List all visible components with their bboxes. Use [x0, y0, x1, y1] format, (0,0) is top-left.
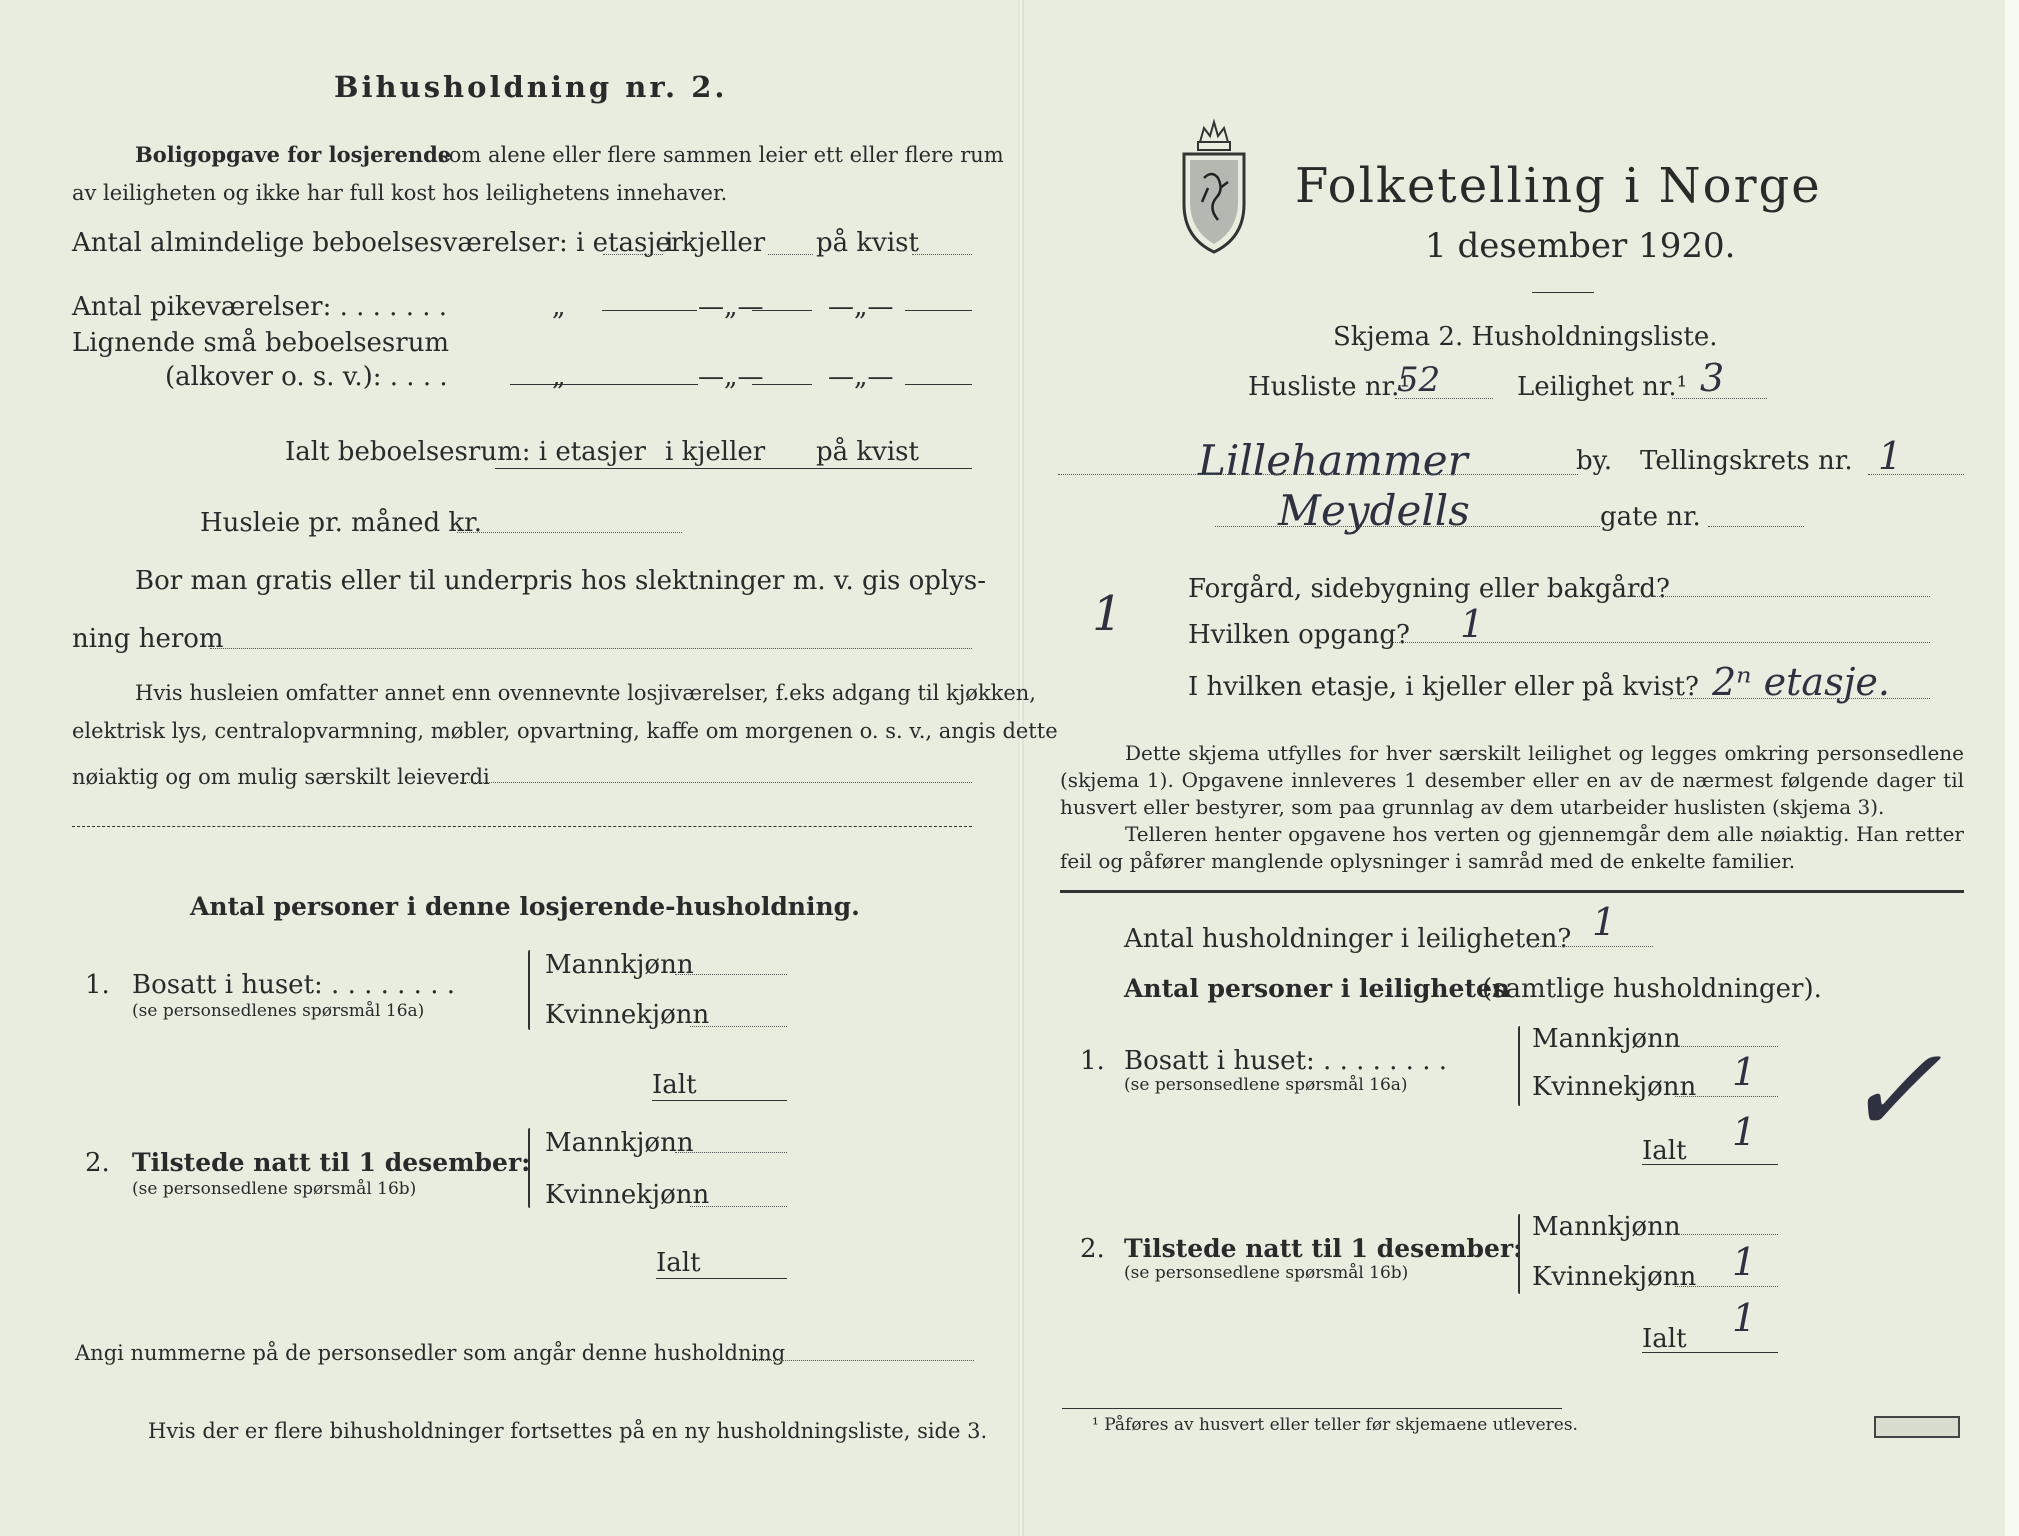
left-q2-male-field[interactable]: [675, 1152, 787, 1153]
small-kjeller-field[interactable]: [752, 384, 812, 385]
total-rooms-label: Ialt beboelsesrum: i etasjer: [285, 437, 646, 467]
intro-rest-2: av leiligheten og ikke har full kost hos leilighetens innehaver.: [72, 181, 728, 205]
town-field: [1058, 474, 1578, 475]
right-q2-female-field: [1675, 1286, 1778, 1287]
left-q2-total-field[interactable]: [656, 1278, 787, 1279]
instructions-1: Dette skjema utfylles for hver særskilt leilighet og legges omkring personsedlene (skjema 1). Opgavene innleveres 1 desember eller en av de nærmest følgende dager til husvert eller bestyrer, som paa grunnlag av dem utarbeider huslisten (skjema 3).: [1060, 741, 1964, 819]
krets-label: Tellingskrets nr.: [1640, 446, 1853, 476]
right-q2-total-field: [1642, 1352, 1778, 1353]
rooms-label: Antal almindelige beboelsesværelser: i etasjer: [72, 228, 684, 258]
schema-label: Skjema 2. Husholdningsliste.: [1333, 322, 1718, 352]
right-q2-num: 2.: [1080, 1234, 1105, 1264]
margin-mark: 1: [1092, 586, 1123, 642]
right-persons-heading-rest: (samtlige husholdninger).: [1482, 974, 1822, 1004]
instructions-rule: [1060, 890, 1964, 893]
etasje-label: I hvilken etasje, i kjeller eller på kvist?: [1188, 672, 1699, 702]
left-q2-sub: (se personsedlene spørsmål 16b): [132, 1179, 417, 1199]
left-q2-male: Mannkjønn: [545, 1128, 694, 1158]
rent-note-line-2[interactable]: [72, 826, 972, 827]
right-q2-total: Ialt: [1642, 1324, 1687, 1354]
right-q1-female-field: [1675, 1096, 1778, 1097]
rooms-etasjer-field[interactable]: [603, 254, 663, 255]
rent-note-3: nøiaktig og om mulig særskilt leieverdi: [72, 765, 490, 789]
left-persons-heading: Antal personer i denne losjerende-husholdning.: [190, 892, 860, 921]
krets-field: [1868, 474, 1964, 475]
left-q1-sub: (se personsedlenes spørsmål 16a): [132, 1001, 425, 1021]
right-q1-total: Ialt: [1642, 1136, 1687, 1166]
right-title: Folketelling i Norge: [1295, 158, 1822, 214]
opgang-field: [1382, 642, 1930, 643]
small-ditto-2: —„—: [698, 362, 764, 392]
husliste-label: Husliste nr.¹: [1248, 372, 1410, 402]
left-q1-label: Bosatt i huset: . . . . . . . .: [132, 970, 456, 1000]
total-kvist: på kvist: [816, 437, 919, 467]
left-q1-num: 1.: [85, 970, 110, 1000]
leilighet-value[interactable]: 3: [1700, 356, 1725, 400]
rooms-kjeller-field[interactable]: [768, 254, 813, 255]
households-label: Antal husholdninger i leiligheten?: [1124, 924, 1572, 954]
right-q1-sub: (se personsedlene spørsmål 16a): [1124, 1075, 1408, 1095]
gratis-field[interactable]: [210, 648, 972, 649]
town-value[interactable]: Lillehammer: [1198, 436, 1468, 485]
opgang-label: Hvilken opgang?: [1188, 620, 1410, 650]
rooms-kjeller: i kjeller: [665, 228, 766, 258]
right-q1-male-field[interactable]: [1660, 1046, 1778, 1047]
numbers-field[interactable]: [752, 1360, 974, 1361]
left-q2-label: Tilstede natt til 1 desember:: [132, 1148, 531, 1177]
coat-of-arms-icon: [1178, 112, 1250, 258]
small-ditto-3: —„—: [828, 362, 894, 392]
left-q1-female: Kvinnekjønn: [545, 1000, 710, 1030]
krets-value[interactable]: 1: [1878, 434, 1903, 478]
right-persons-heading: Antal personer i leiligheten: [1124, 974, 1511, 1003]
right-q2-brace: [1518, 1214, 1520, 1294]
rooms-kvist: på kvist: [816, 228, 919, 258]
right-q2-male-field[interactable]: [1660, 1234, 1778, 1235]
left-q1-total-field[interactable]: [652, 1100, 787, 1101]
footnote: ¹ Påføres av husvert eller teller før skjemaene utleveres.: [1092, 1415, 1578, 1435]
title-rule: [1532, 292, 1594, 293]
printer-stamp: [1874, 1416, 1960, 1438]
left-q1-male-field[interactable]: [675, 974, 787, 975]
gratis-line-2: ning herom: [72, 624, 224, 654]
right-q1-female: Kvinnekjønn: [1532, 1072, 1697, 1102]
etasje-field: [1670, 698, 1930, 699]
small-ditto-1: „: [552, 362, 566, 392]
left-q2-total: Ialt: [656, 1248, 701, 1278]
right-q1-brace: [1518, 1026, 1520, 1106]
left-q1-total: Ialt: [652, 1070, 697, 1100]
rent-field[interactable]: [457, 532, 682, 533]
left-q2-female-field[interactable]: [690, 1206, 787, 1207]
leilighet-field: [1672, 398, 1767, 399]
pike-ditto-1: „: [552, 292, 566, 322]
left-q2-num: 2.: [85, 1148, 110, 1178]
footnote-rule: [1062, 1408, 1562, 1409]
street-value[interactable]: Meydells: [1278, 486, 1470, 535]
pike-kjeller-field[interactable]: [752, 310, 812, 311]
small-rooms-1: Lignende små beboelsesrum: [72, 328, 450, 358]
right-q2-female-value[interactable]: 1: [1732, 1240, 1757, 1284]
left-title: Bihusholdning nr. 2.: [334, 70, 728, 104]
instructions-2: Telleren henter opgavene hos verten og gjennemgår dem alle nøiaktig. Han retter feil og påfører manglende oplysninger i samråd med de enkelte familier.: [1060, 822, 1964, 873]
pike-ditto-2: —„—: [698, 292, 764, 322]
pike-kvist-field[interactable]: [905, 310, 972, 311]
street-field: [1215, 526, 1600, 527]
intro-rest-1: som alene eller flere sammen leier ett eller flere rum: [438, 143, 1004, 167]
check-mark: ✓: [1842, 1022, 1943, 1161]
households-value[interactable]: 1: [1592, 900, 1617, 944]
town-suffix: by.: [1576, 446, 1613, 476]
forgard-field[interactable]: [1614, 596, 1930, 597]
left-q2-female: Kvinnekjønn: [545, 1180, 710, 1210]
right-q2-female: Kvinnekjønn: [1532, 1262, 1697, 1292]
right-q1-num: 1.: [1080, 1046, 1105, 1076]
rent-note-2: elektrisk lys, centralopvarmning, møbler, opvartning, kaffe om morgenen o. s. v., angis dette: [72, 719, 1058, 743]
husliste-field: [1395, 398, 1493, 399]
gratis-line-1: Bor man gratis eller til underpris hos slektninger m. v. gis oplys-: [135, 566, 987, 596]
forgard-label: Forgård, sidebygning eller bakgård?: [1188, 574, 1670, 604]
total-rooms-underline: [495, 468, 972, 469]
right-q2-label: Tilstede natt til 1 desember:: [1124, 1234, 1523, 1263]
leilighet-label: Leilighet nr.¹: [1517, 372, 1688, 402]
husliste-value[interactable]: 52: [1397, 360, 1441, 400]
rent-note-field[interactable]: [460, 782, 972, 783]
pike-ditto-3: —„—: [828, 292, 894, 322]
pike-label: Antal pikeværelser: . . . . . . .: [72, 292, 448, 322]
right-date: 1 desember 1920.: [1425, 226, 1736, 266]
left-q1-male: Mannkjønn: [545, 950, 694, 980]
right-q2-male: Mannkjønn: [1532, 1212, 1681, 1242]
page-fold: [1018, 0, 1024, 1536]
left-footer: Hvis der er flere bihusholdninger fortsettes på en ny husholdningsliste, side 3.: [148, 1419, 988, 1443]
left-q1-brace: [528, 950, 530, 1030]
right-q1-label: Bosatt i huset: . . . . . . . .: [1124, 1046, 1448, 1076]
total-kjeller: i kjeller: [665, 437, 766, 467]
intro-bold: Boligopgave for losjerende: [135, 142, 452, 167]
rent-note-1: Hvis husleien omfatter annet enn ovennevnte losjiværelser, f.eks adgang til kjøkken,: [135, 681, 1036, 705]
pike-etasjer-field[interactable]: [602, 310, 697, 311]
small-rooms-2: (alkover o. s. v.): . . . .: [165, 362, 448, 392]
opgang-value[interactable]: 1: [1460, 602, 1485, 646]
street-nr-field[interactable]: [1708, 526, 1804, 527]
right-q2-sub: (se personsedlene spørsmål 16b): [1124, 1263, 1409, 1283]
rent-label: Husleie pr. måned kr.: [200, 508, 482, 538]
right-q2-total-value[interactable]: 1: [1732, 1296, 1757, 1340]
left-q1-female-field[interactable]: [690, 1026, 787, 1027]
left-q2-brace: [528, 1128, 530, 1208]
right-q1-male: Mannkjønn: [1532, 1024, 1681, 1054]
street-suffix: gate nr.: [1600, 502, 1701, 532]
etasje-value[interactable]: 2ⁿ etasje.: [1712, 660, 1890, 704]
right-q1-total-value[interactable]: 1: [1732, 1110, 1757, 1154]
right-q1-female-value[interactable]: 1: [1732, 1050, 1757, 1094]
rooms-kvist-field[interactable]: [912, 254, 972, 255]
paper-edge: [2005, 0, 2019, 1536]
small-etasjer-field[interactable]: [510, 384, 698, 385]
small-kvist-field[interactable]: [905, 384, 972, 385]
right-q1-total-field: [1642, 1164, 1778, 1165]
households-field: [1528, 946, 1653, 947]
numbers-label: Angi nummerne på de personsedler som angår denne husholdning: [75, 1341, 786, 1365]
